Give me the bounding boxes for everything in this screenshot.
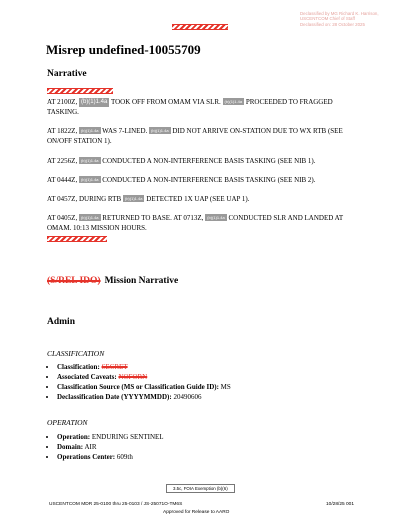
decl-stamp-line-3: Declassified on: 28 October 2025 bbox=[300, 21, 365, 27]
redaction-box: (b)(1)1.4a bbox=[151, 128, 169, 133]
list-item: • Classification: SECRET bbox=[57, 362, 367, 372]
redaction-box: (b)(1)1.4a bbox=[80, 128, 99, 133]
narrative-paragraph-3: AT 2256Z, (b)(1)1.4a CONDUCTED A NON-INTERFERENCE BASIS TASKING (SEE NIB 1). bbox=[47, 157, 316, 165]
narrative-paragraph-6: AT 0405Z, (b)(1)1.4a RETURNED TO BASE. AT 0713Z, (b)(1)1.4a CONDUCTED SLR AND LANDED AT OMAM. 10:13 MISSION HOURS. bbox=[47, 214, 344, 232]
declassification-stamp bbox=[300, 11, 379, 27]
mission-narrative-marking: (S/REL IDO) bbox=[47, 276, 101, 286]
footer-approved: Approved for Release to AARO bbox=[163, 510, 230, 515]
mission-narrative-title: Mission Narrative bbox=[104, 276, 179, 286]
decl-stamp-line-2: USCENTCOM Chief of Staff bbox=[300, 16, 355, 22]
classification-heading: CLASSIFICATION bbox=[47, 349, 105, 358]
narrative-end-redaction bbox=[47, 236, 107, 242]
decl-stamp-line-1: Declassified by MG Richard K. Harrison, bbox=[300, 11, 379, 16]
list-item: • Classification Source (MS or Classification Guide ID): MS bbox=[57, 382, 367, 392]
narrative-paragraph-1: AT 2100Z, (b)(1)1.4a TOOK OFF FROM OMAM VIA SLR. (b)(1)1.4a PROCEEDED TO FRAGGED TASKING. bbox=[47, 98, 333, 116]
foia-exemption-box: 3.5c, FOIA Exemption (b)(6) bbox=[166, 484, 235, 493]
operation-list bbox=[47, 432, 367, 462]
classification-list bbox=[47, 362, 367, 402]
redaction-box: (b)(1)1.4a bbox=[80, 215, 99, 220]
list-item: • Operations Center: 609th bbox=[57, 452, 367, 462]
footer-left: USCENTCOM MDR 25-0100 thru 25-0103 / JS-25071O-TM6S bbox=[49, 502, 183, 507]
redacted-value: NOFORN bbox=[118, 373, 148, 381]
narrative-paragraph-2: AT 1822Z, (b)(1)1.4a WAS 7-LINED. (b)(1)1.4a DID NOT ARRIVE ON-STATION DUE TO WX RTB (SEE ON/OFF STATION 1). bbox=[47, 127, 343, 145]
mission-narrative-heading bbox=[47, 270, 178, 288]
narrative-paragraph-4: AT 0444Z, (b)(1)1.4a CONDUCTED A NON-INTERFERENCE BASIS TASKING (SEE NIB 2). bbox=[47, 176, 316, 184]
redaction-box: (b)(1)1.4a bbox=[207, 215, 225, 220]
list-item: • Declassification Date (YYYYMMDD): 20490606 bbox=[57, 392, 367, 402]
operation-heading: OPERATION bbox=[47, 418, 88, 427]
list-item: • Domain: AIR bbox=[57, 442, 367, 452]
redaction-box: (b)(1)1.4a bbox=[80, 177, 99, 182]
list-item: • Associated Caveats: NOFORN bbox=[57, 372, 367, 382]
redacted-value: SECRET bbox=[101, 363, 128, 371]
narrative-portion-redaction bbox=[47, 88, 113, 94]
narrative-heading: Narrative bbox=[47, 69, 87, 79]
top-classification-redaction bbox=[172, 24, 228, 30]
admin-heading: Admin bbox=[47, 317, 75, 327]
list-item: • Operation: ENDURING SENTINEL bbox=[57, 432, 367, 442]
narrative-paragraph-5: AT 0457Z, DURING RTB (b)(1)1.4a DETECTED 1X UAP (SEE UAP 1). bbox=[47, 195, 250, 203]
redaction-box: (b)(1)1.4a bbox=[124, 196, 143, 201]
footer-right: 10/28/25 001 bbox=[326, 502, 355, 507]
redaction-box: (b)(1)1.4a bbox=[80, 99, 108, 105]
redaction-box: (b)(1)1.4a bbox=[80, 158, 99, 163]
page-title: Misrep undefined-10055709 bbox=[46, 42, 201, 57]
redaction-box: (b)(1)1.4a bbox=[224, 99, 243, 104]
